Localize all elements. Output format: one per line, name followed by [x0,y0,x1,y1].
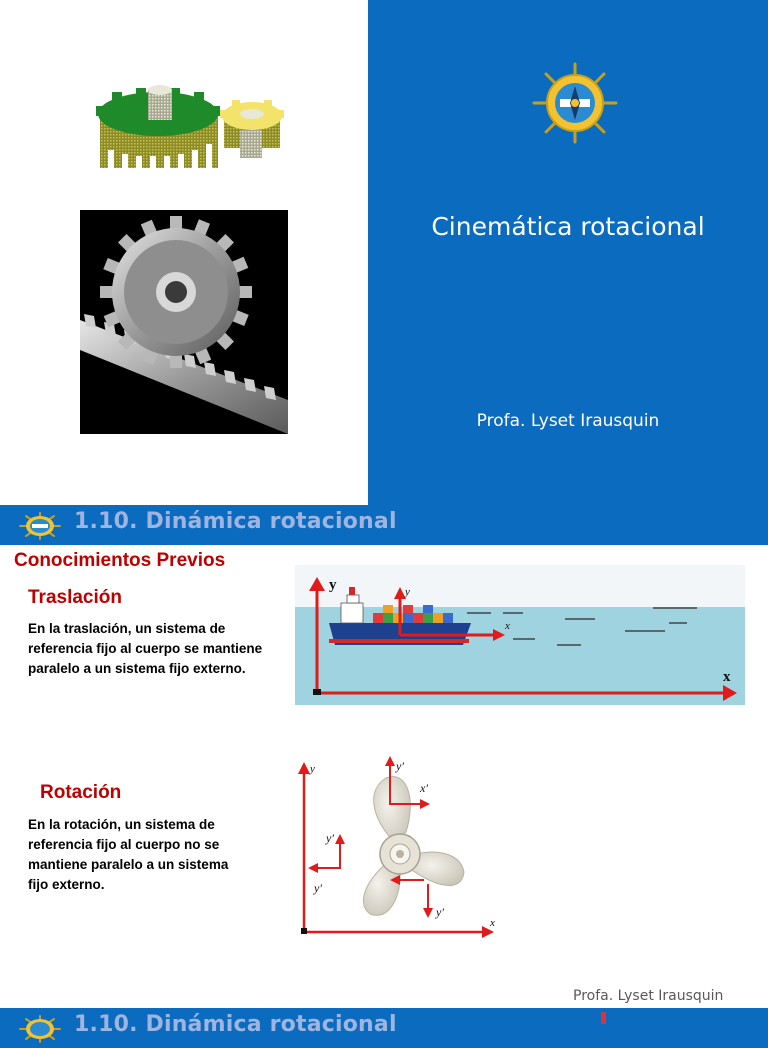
slide2-header-bar [0,505,768,545]
prime-y-label-1: y′ [396,759,404,773]
prime-y-label-4: y′ [436,905,444,919]
ship-wheel-emblem-icon [18,1015,62,1043]
rack-and-pinion-image [80,210,288,434]
fixed-x-axis-label: x [490,917,495,929]
body-x-axis-label: x [505,620,510,632]
prime-x-label: x′ [420,781,428,795]
ship-wheel-emblem-icon [18,512,62,540]
title-slide-left-panel [0,0,368,505]
prime-y-label-2: y′ [326,831,334,845]
prime-y-label-3: y′ [314,881,322,895]
body-y-axis-label: y [405,586,410,598]
slide2-header-title: 1.10. Dinámica rotacional [74,509,397,534]
rotacion-heading: Rotación [40,782,122,803]
slide3-header-title: 1.10. Dinámica rotacional [74,1012,397,1037]
presentation-title: Cinemática rotacional [431,212,705,241]
translation-ship-figure [295,565,745,705]
rotacion-description: En la rotación, un sistema de referencia fijo al cuerpo no se mantiene paralelo a un sistema fijo externo. [28,817,229,892]
slide3-header-bar [0,1008,768,1048]
fixed-y-axis-label: y [310,763,315,775]
red-marker [601,1012,606,1024]
fixed-x-axis-label: x [723,669,731,685]
title-slide [0,0,768,505]
section-title: Conocimientos Previos [14,550,226,571]
traslacion-description: En la traslación, un sistema de referencia fijo al cuerpo se mantiene paralelo a un sistema fijo externo. [28,621,263,676]
presentation-author: Profa. Lyset Irausquin [476,411,660,431]
fixed-y-axis-label: y [329,577,337,593]
meshing-gears-image [92,80,292,180]
traslacion-heading: Traslación [28,587,122,608]
footer-author: Profa. Lyset Irausquin [573,988,724,1004]
ship-wheel-emblem-icon [528,62,622,144]
rotation-propeller-figure [284,752,509,948]
